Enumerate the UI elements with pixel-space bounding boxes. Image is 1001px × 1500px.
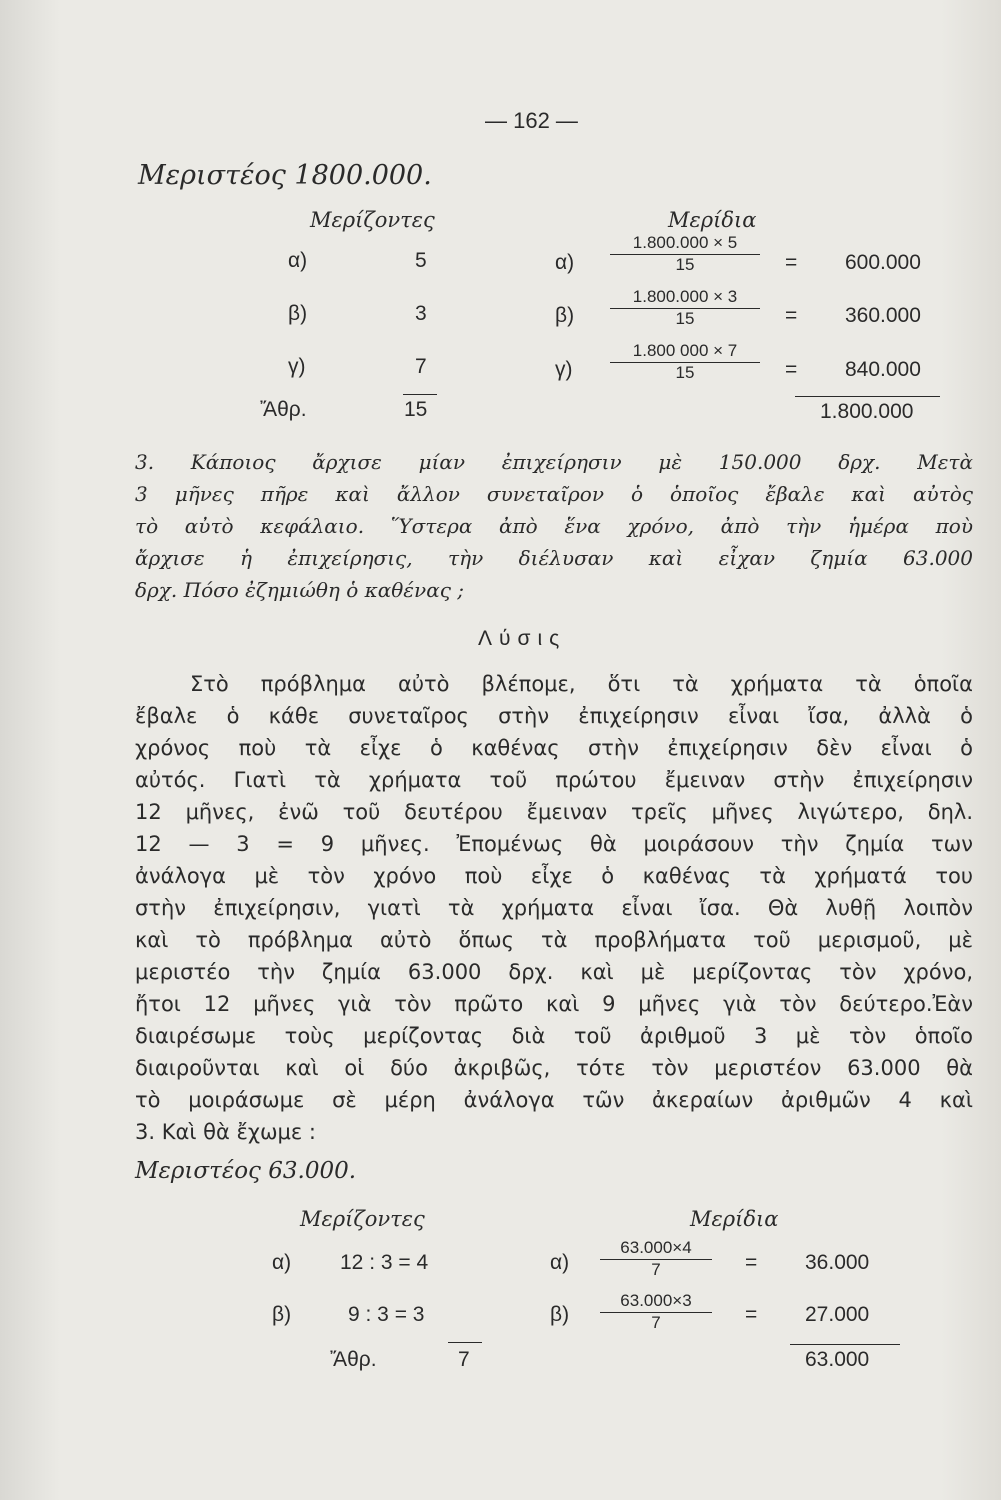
numerator: 1.800.000 × 3	[610, 287, 760, 309]
problem-line: δρχ. Πόσο ἐζημιώθη ὁ καθένας ;	[135, 578, 465, 602]
sum-divisor: 15	[404, 398, 428, 421]
solution-line: χρόνος ποὺ τὰ εἶχε ὁ καθένας στὴν ἐπιχείρησιν δὲν εἶναι ὁ	[135, 736, 973, 760]
fraction	[600, 1291, 712, 1333]
equals-sign: =	[785, 251, 798, 274]
sum-rule	[795, 396, 940, 397]
part-label: γ)	[555, 358, 573, 381]
row-label: β)	[272, 1303, 292, 1326]
fraction	[600, 1238, 712, 1280]
row-label: γ)	[288, 355, 306, 378]
sum-label: Ἄθρ.	[330, 1348, 377, 1371]
solution-line: ἀνάλογα μὲ τὸν χρόνο ποὺ εἶχε ὁ καθένας τὰ χρήματά του	[135, 864, 973, 888]
divisor-value: 12 : 3 = 4	[340, 1251, 429, 1274]
problem-line: ἄρχισε ἡ ἐπιχείρησις, τὴν διέλυσαν καὶ εἶχαν ζημία 63.000	[135, 546, 973, 570]
divisors-header: Μερίζοντες	[300, 1207, 425, 1231]
problem-line: 3 μῆνες πῆρε καὶ ἄλλον συνεταῖρον ὁ ὁποῖος ἔβαλε καὶ αὐτὸς	[135, 482, 973, 506]
numerator: 63.000×3	[600, 1291, 712, 1313]
part-label: β)	[550, 1303, 570, 1326]
denominator: 15	[675, 255, 695, 274]
part-result: 600.000	[845, 251, 921, 274]
fraction	[610, 341, 760, 383]
part-result: 27.000	[805, 1303, 870, 1326]
equals-sign: =	[785, 358, 798, 381]
solution-line: μεριστέο τὴν ζημία 63.000 δρχ. καὶ μὲ μερίζοντας τὸν χρόνο,	[135, 960, 973, 984]
denominator: 7	[651, 1313, 661, 1332]
problem-line: 3. Κάποιος ἄρχισε μίαν ἐπιχείρησιν μὲ 150.000 δρχ. Μετὰ	[135, 450, 973, 474]
row-label: α)	[272, 1251, 292, 1274]
divisors-header: Μερίζοντες	[310, 208, 435, 232]
page-number: — 162 —	[485, 108, 578, 133]
part-result: 840.000	[845, 358, 921, 381]
problem-line: τὸ αὐτὸ κεφάλαιο. Ὕστερα ἀπὸ ἕνα χρόνο, ἀπὸ τὴν ἡμέρα ποὺ	[135, 514, 973, 538]
solution-line: καὶ τὸ πρόβλημα αὐτὸ ὅπως τὰ προβλήματα τοῦ μερισμοῦ, μὲ	[135, 928, 973, 952]
solution-line: στὴν ἐπιχείρησιν, γιατὶ τὰ χρήματα εἶναι ἴσα. Θὰ λυθῇ λοιπὸν	[135, 896, 973, 920]
solution-line: ἤτοι 12 μῆνες γιὰ τὸν πρῶτο καὶ 9 μῆνες γιὰ τὸν δεύτερο.Ἐὰν	[135, 992, 973, 1016]
denominator: 7	[651, 1260, 661, 1279]
equals-sign: =	[745, 1303, 758, 1326]
parts-header: Μερίδια	[690, 1207, 779, 1231]
sum-rule	[448, 1342, 482, 1343]
divisor-value: 5	[415, 249, 427, 272]
solution-line: αὐτός. Γιατὶ τὰ χρήματα τοῦ πρώτου ἔμειναν στὴν ἐπιχείρησιν	[135, 768, 973, 792]
dividend-label: Μεριστέος 63.000.	[135, 1158, 357, 1184]
part-result: 36.000	[805, 1251, 870, 1274]
solution-line: διαιρέσωμε τοὺς μερίζοντας διὰ τοῦ ἀριθμοῦ 3 μὲ τὸν ὁποῖο	[135, 1024, 973, 1048]
numerator: 1.800 000 × 7	[610, 341, 760, 363]
solution-line: 12 — 3 = 9 μῆνες. Ἐπομένως θὰ μοιράσουν τὴν ζημία των	[135, 832, 973, 856]
part-label: α)	[550, 1251, 570, 1274]
equals-sign: =	[745, 1251, 758, 1274]
row-label: β)	[288, 302, 308, 325]
parts-header: Μερίδια	[668, 208, 757, 232]
sum-label: Ἄθρ.	[260, 398, 307, 421]
divisor-value: 9 : 3 = 3	[348, 1303, 425, 1326]
sum-rule	[403, 394, 437, 395]
solution-line: 12 μῆνες, ἐνῶ τοῦ δευτέρου ἔμειναν τρεῖς μῆνες λιγώτερο, δηλ.	[135, 800, 973, 824]
part-label: α)	[555, 251, 575, 274]
sum-result: 1.800.000	[820, 400, 914, 423]
equals-sign: =	[785, 304, 798, 327]
solution-line: διαιροῦνται καὶ οἱ δύο ἀκριβῶς, τότε τὸν μεριστέον 63.000 θὰ	[135, 1056, 973, 1080]
solution-line: 3. Καὶ θὰ ἔχωμε :	[135, 1120, 317, 1144]
solution-line: τὸ μοιράσωμε σὲ μέρη ἀνάλογα τῶν ἀκεραίων ἀριθμῶν 4 καὶ	[135, 1088, 973, 1112]
fraction	[610, 233, 760, 275]
divisor-value: 3	[415, 302, 427, 325]
part-result: 360.000	[845, 304, 921, 327]
row-label: α)	[288, 249, 308, 272]
denominator: 15	[675, 363, 695, 382]
fraction	[610, 287, 760, 329]
solution-line: ἔβαλε ὁ κάθε συνεταῖρος στὴν ἐπιχείρησιν εἶναι ἴσα, ἀλλὰ ὁ	[135, 704, 973, 728]
dividend-label: Μεριστέος 1800.000.	[138, 160, 432, 191]
solution-heading: Λύσις	[478, 627, 567, 650]
divisor-value: 7	[415, 355, 427, 378]
numerator: 1.800.000 × 5	[610, 233, 760, 255]
part-label: β)	[555, 304, 575, 327]
numerator: 63.000×4	[600, 1238, 712, 1260]
denominator: 15	[675, 309, 695, 328]
sum-result: 63.000	[805, 1348, 870, 1371]
solution-line: Στὸ πρόβλημα αὐτὸ βλέπομε, ὅτι τὰ χρήματα τὰ ὁποῖα	[190, 672, 973, 696]
sum-rule	[790, 1344, 900, 1345]
sum-divisor: 7	[458, 1348, 470, 1371]
